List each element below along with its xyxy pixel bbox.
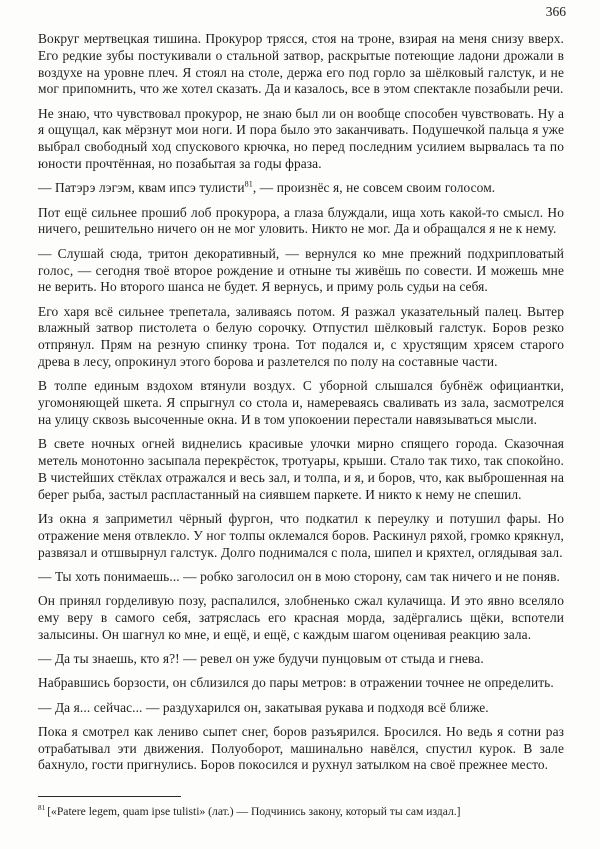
paragraph: Пот ещё сильнее прошиб лоб прокурора, а глаза блуждали, ища хоть какой-то смысл. Но ничего, решительно ничего он не мог уловить. Никто не мог. Да и обращался я не к нему.: [38, 204, 564, 237]
paragraph: Пока я смотрел как лениво сыпет снег, боров разъярился. Бросился. Но ведь я сотни раз отрабатывал эти движения. Полуоборот, машинально навёлся, спустил курок. В зале бахнуло, гости пригнулись. Боров покосился и рухнул затылком на своё прежнее место.: [38, 723, 564, 773]
paragraph: Набравшись борзости, он сблизился до пары метров: в отражении точнее не определить.: [38, 675, 554, 691]
body-text: [38, 31, 564, 774]
footnote-marker: 81: [38, 804, 46, 813]
paragraph: Его харя всё сильнее трепетала, заливаясь потом. Я разжал указательный палец. Вытер влажный затвор пистолета о белую сорочку. Отпустил шёлковый галстук. Боров резко отпрянул. Прям на резную спинку трона. Тот подался и, с хрустящим хрясем старого древа в лесу, опрокинул этого борова и разлетелся по полу на составные части.: [38, 303, 564, 370]
footnote: [38, 805, 564, 819]
dialog-line: — Слушай сюда, тритон декоративный, — вернулся ко мне прежний подхрипловатый голос, — сегодня твоё второе рождение и отныне ты живёшь по совести. И можешь мне не верить. Но второго шанса не будет. Я вернусь, и приму роль судьи на себя.: [38, 245, 564, 295]
paragraph: Он принял горделивую позу, распалился, злобненько сжал кулачища. И это явно вселяло ему веру в самого себя, затряслась его красная морда, задёргались щёки, вспотели залысины. Он шагнул ко мне, и ещё, и ещё, с каждым шагом оценивая реакцию зала.: [38, 593, 564, 642]
paragraph: В свете ночных огней виднелись красивые улочки мирно спящего города. Сказочная метель монотонно засыпала перекрёсток, тротуары, крыши. Стало так тихо, так спокойно. В чистейших стёклах отражался и весь зал, и толпа, и я, и боров, что, как выброшенная на берег рыба, застыл распластанный на сиявшем паркете. И никто к нему не спешил.: [38, 436, 564, 502]
paragraph: В толпе единым вздохом втянули воздух. С уборной слышался бубнёж официантки, угомоняющей шкета. Я спрыгнул со стола и, намереваясь сваливать из зала, засмотрелся на улицу сквозь высоченные окна. И в том упокоении перестали навязываться мысли.: [38, 378, 564, 427]
dialog-latin-post: , — произнёс я, не совсем своим голосом.: [252, 180, 496, 196]
paragraph: Не знаю, что чувствовал прокурор, не знаю был ли он вообще способен чувствовать. Ну а я ощущал, как мёрзнут мои ноги. И пора было это заканчивать. Подушечкой пальца я уже выбрал свободный ход спускового крючка, но перед последним усилием вырвалась та по юности прочтённая, но позабытая за годы фраза.: [38, 105, 564, 172]
footnote-divider: [38, 796, 181, 797]
dialog-line-latin: [38, 180, 564, 197]
page-number: 366: [545, 4, 566, 19]
paragraph: Из окна я заприметил чёрный фургон, что подкатил к переулку и потушил фары. Но отражение меня отвлекло. У ног толпы оклемался боров. Раскинул ряхой, громко крякнул, развязал и отшвырнул галстук. Долго поднимался с пола, шипел и кряхтел, оглядывая зал.: [38, 510, 564, 560]
footnote-block: [38, 796, 564, 819]
dialog-line: — Да ты знаешь, кто я?! — ревел он уже будучи пунцовым от стыда и гнева.: [38, 651, 484, 666]
paragraph: Вокруг мертвецкая тишина. Прокурор трясся, стоя на троне, взирая на меня снизу вверх. Его редкие зубы постукивали о стальной затвор, раскрытые потеющие ладони дрожали в воздухе на уровне плеч. Я стоял на столе, держа его под горло за шёлковый галстук, и не мог припомнить, что же хотел сказать. Да и казалось, все в этом спектакле позабыли речи.: [38, 31, 564, 97]
dialog-line: — Ты хоть понимаешь... — робко заголосил он в мою сторону, сам так ничего и не поняв.: [38, 568, 560, 584]
dialog-line: — Да я... сейчас... — раздухарился он, закатывая рукава и подходя всё ближе.: [38, 699, 489, 715]
footnote-text: [«Patere legem, quam ipse tulisti» (лат.) — Подчинись закону, который ты сам издал.]: [47, 805, 461, 818]
footnote-reference-superscript: 81: [244, 179, 253, 189]
dialog-latin-pre: — Патэрэ лэгэм, квам ипсэ тулисти: [38, 180, 245, 196]
